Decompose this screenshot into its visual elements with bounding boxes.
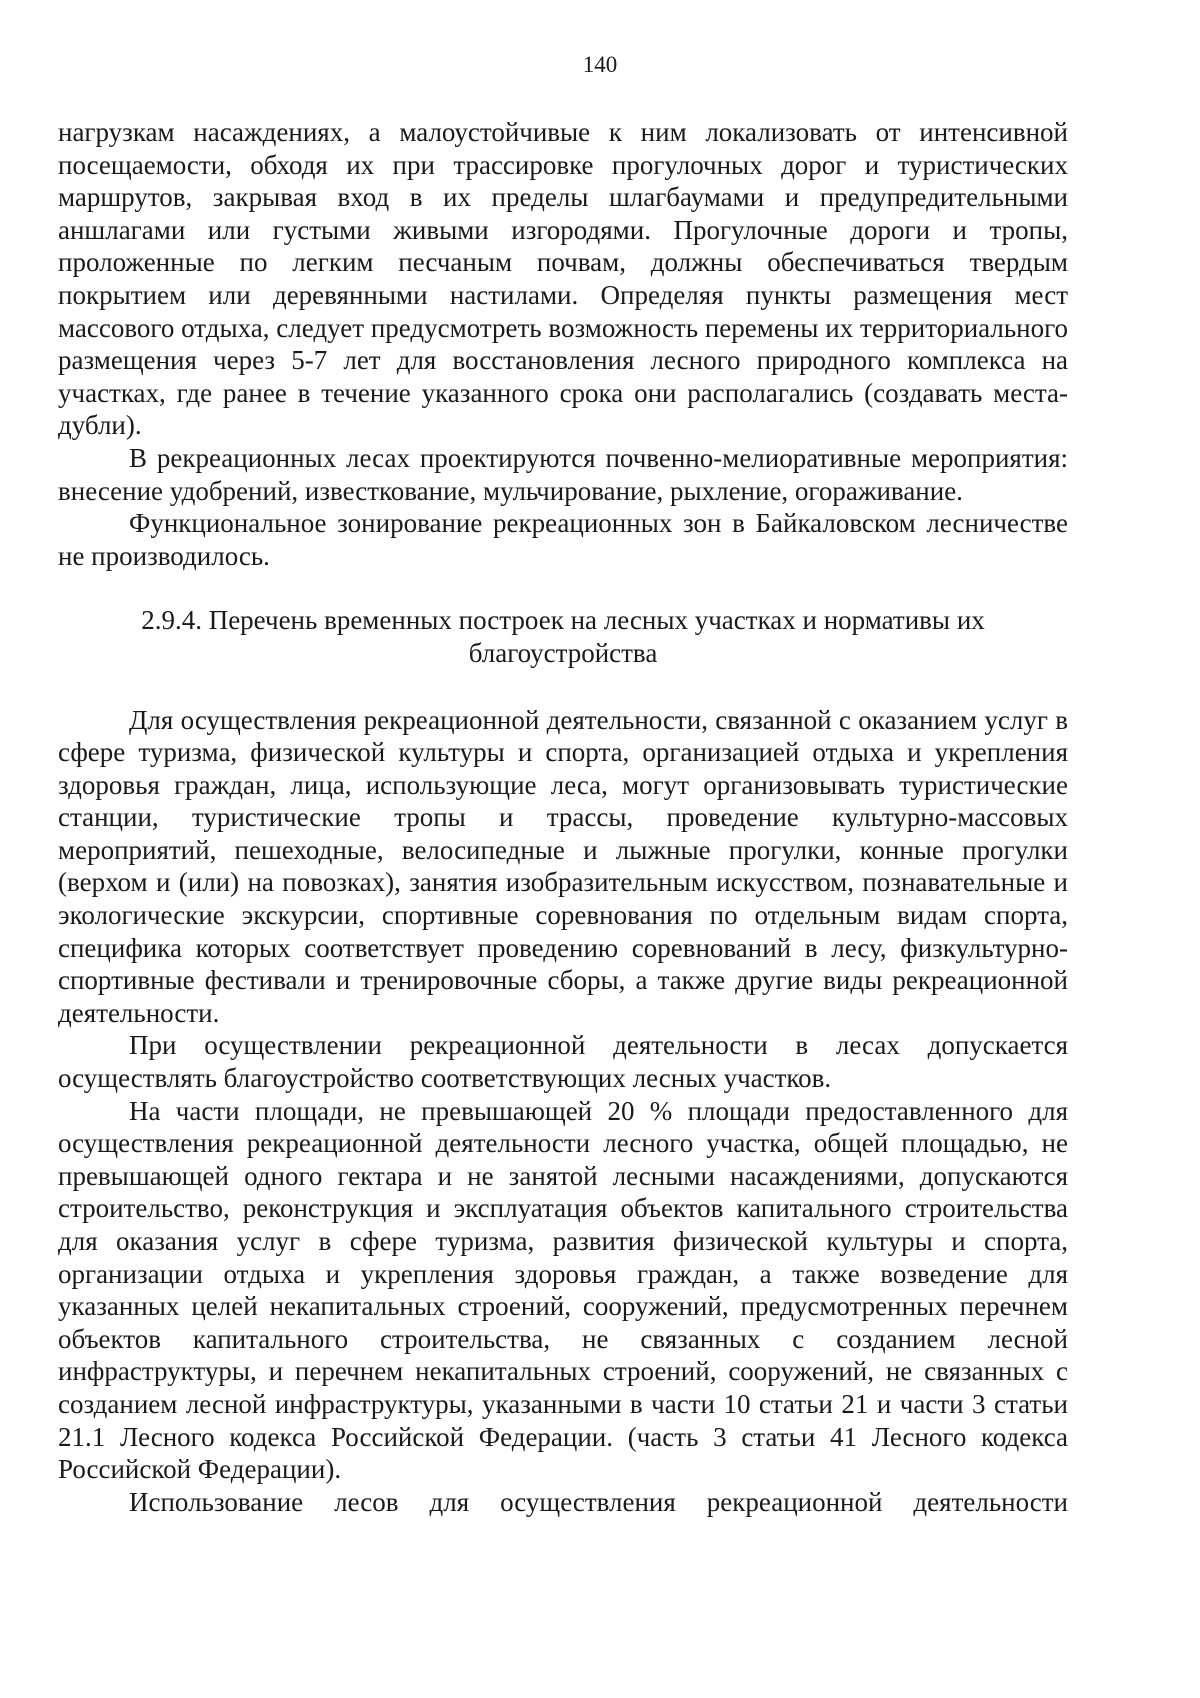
paragraph-landscaping: При осуществлении рекреационной деятельности в лесах допускается осуществлять благоустройство соответствующих лесных участков.	[58, 1030, 1068, 1094]
paragraph-forest-use: Использование лесов для осуществления рекреационной деятельности	[129, 1486, 1068, 1517]
page-number: 140	[582, 52, 618, 77]
document-body	[58, 116, 1068, 1518]
paragraph-capital-construction: На части площади, не превышающей 20 % площади предоставленного для осуществления рекреационной деятельности лесного участка, общей площадью, не превышающей одного гектара и не занятой лесными насаждениями, допускаются строительство, реконструкция и эксплуатация объектов капитального строительства для оказания услуг в сфере туризма, развития физической культуры и спорта, организации отдыха и укрепления здоровья граждан, а также возведение для указанных целей некапитальных строений, сооружений, предусмотренных перечнем объектов капитального строительства, не связанных с созданием лесной инфраструктуры, и перечнем некапитальных строений, сооружений, не связанных с созданием лесной инфраструктуры, указанными в части 10 статьи 21 и части 3 статьи 21.1 Лесного кодекса Российской Федерации. (часть 3 статьи 41 Лесного кодекса Российской Федерации).	[58, 1095, 1068, 1485]
paragraph-continuation: нагрузкам насаждениях, а малоустойчивые к ним локализовать от интенсивной посещаемости, обходя их при трассировке прогулочных дорог и туристических маршрутов, закрывая вход в их пределы шлагбаумами и предупредительными аншлагами или густыми живыми изгородями. Прогулочные дороги и тропы, проложенные по легким песчаным почвам, должны обеспечиваться твердым покрытием или деревянными настилами. Определяя пункты размещения мест массового отдыха, следует предусмотреть возможность перемены их территориального размещения через 5-7 лет для восстановления лесного природного комплекса на участках, где ранее в течение указанного срока они располагались (создавать места-дубли).	[58, 117, 1068, 441]
paragraph-soil-measures: В рекреационных лесах проектируются почвенно-мелиоративные мероприятия: внесение удобрений, известкование, мульчирование, рыхление, огораживание.	[58, 442, 1068, 506]
paragraph-zoning: Функциональное зонирование рекреационных зон в Байкаловском лесничестве не производилось.	[58, 508, 1068, 571]
section-heading: 2.9.4. Перечень временных построек на лесных участках и нормативы их благоустройства	[141, 605, 985, 668]
paragraph-recreation-activities: Для осуществления рекреационной деятельности, связанной с оказанием услуг в сфере туризма, физической культуры и спорта, организацией отдыха и укрепления здоровья граждан, лица, использующие леса, могут организовывать туристические станции, туристические тропы и трассы, проведение культурно-массовых мероприятий, пешеходные, велосипедные и лыжные прогулки, конные прогулки (верхом и (или) на повозках), занятия изобразительным искусством, познавательные и экологические экскурсии, спортивные соревнования по отдельным видам спорта, специфика которых соответствует проведению соревнований в лесу, физкультурно-спортивные фестивали и тренировочные сборы, а также другие виды рекреационной деятельности.	[58, 704, 1068, 1028]
